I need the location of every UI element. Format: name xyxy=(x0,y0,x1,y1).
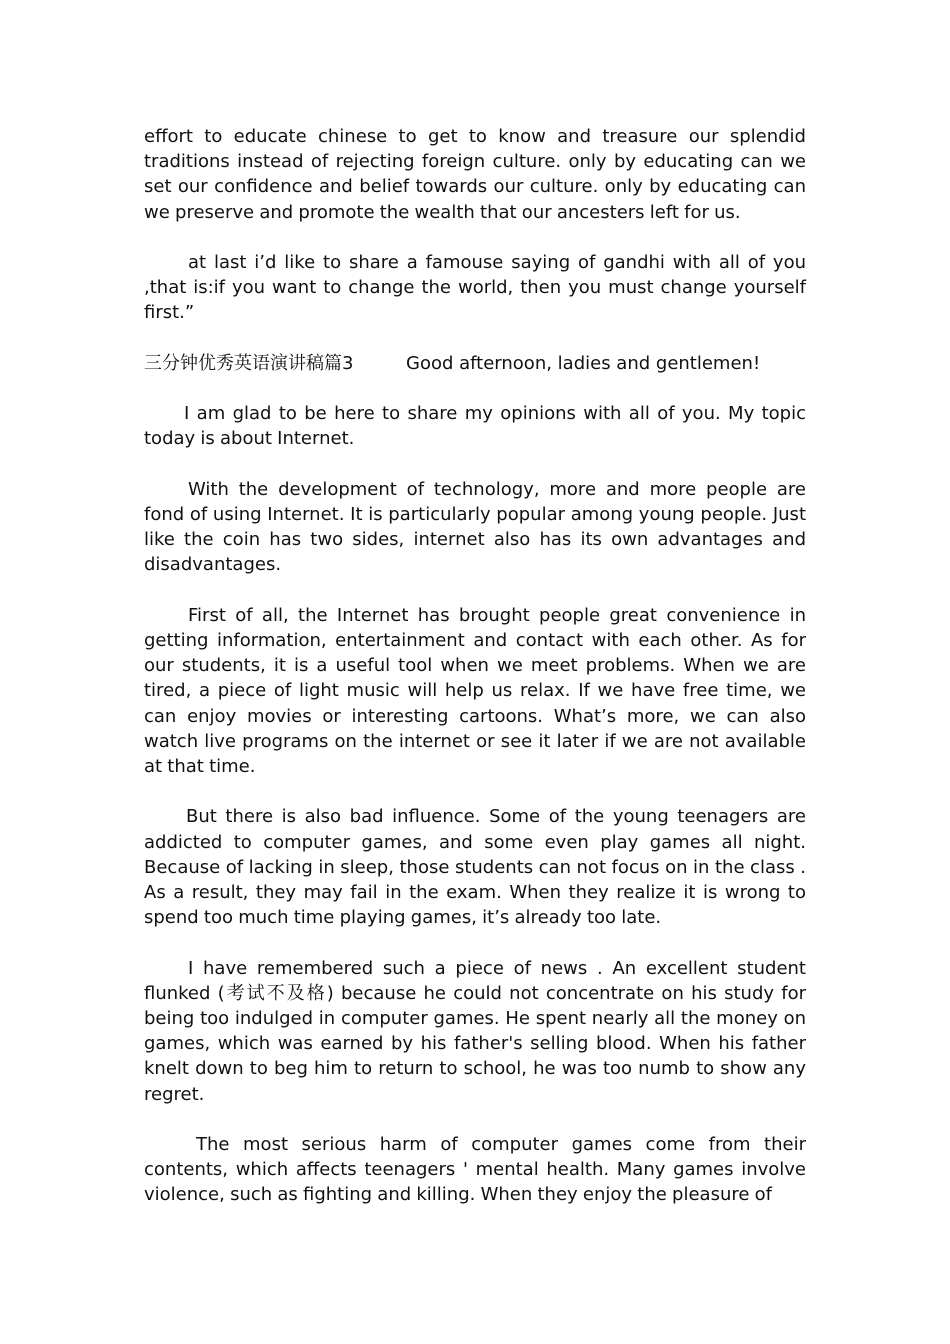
section-title-chinese: 三分钟优秀英语演讲稿篇3 xyxy=(144,352,354,374)
paragraph-news-story: I have remembered such a piece of news . An excellent student flunked (考试不及格) because he could not concentrate on his study for being too indulged in computer games. He spent nearly all the money on games, which was earned by his father's selling blood. When his father knelt down to beg him to return to school, he was too numb to show any regret. xyxy=(144,957,806,1105)
paragraph-gandhi-quote: at last i’d like to share a famouse saying of gandhi with all of you ,that is:if you want to change the world, then you must change yourself first.” xyxy=(144,252,806,324)
paragraph-educating: effort to educate chinese to get to know and treasure our splendid traditions instead of rejecting foreign culture. only by educating can we set our confidence and belief towards our culture. only by educating can we preserve and promote the wealth that our ancesters left for us. xyxy=(144,126,806,223)
paragraph-convenience: First of all, the Internet has brought people great convenience in getting information, entertainment and contact with each other. As for our students, it is a useful tool when we meet problems. When we are tired, a piece of light music will help us relax. If we have free time, we can enjoy movies or interesting cartoons. What’s more, we can also watch live programs on the internet or see it later if we are not available at that time. xyxy=(144,604,806,777)
paragraph-topic-internet: I am glad to be here to share my opinions with all of you. My topic today is about Internet. xyxy=(144,403,806,450)
paragraph-development: With the development of technology, more and more people are fond of using Internet. It is particularly popular among young people. Just like the coin has two sides, internet also has its own advantages and disadvantages. xyxy=(144,478,806,576)
section-greeting: Good afternoon, ladies and gentlemen! xyxy=(406,352,761,374)
paragraph-bad-influence: But there is also bad influence. Some of the young teenagers are addicted to computer games, and some even play games all night. Because of lacking in sleep, those students can not focus on in the class . As a result, they may fail in the exam. When they realize it is wrong to spend too much time playing games, it’s already too late. xyxy=(144,806,806,929)
document-body xyxy=(144,124,806,1233)
paragraph-serious-harm: The most serious harm of computer games come from their contents, which affects teenagers ' mental health. Many games involve violence, such as fighting and killing. When they enjoy the pleasure of xyxy=(144,1134,806,1206)
section-heading xyxy=(144,351,806,376)
